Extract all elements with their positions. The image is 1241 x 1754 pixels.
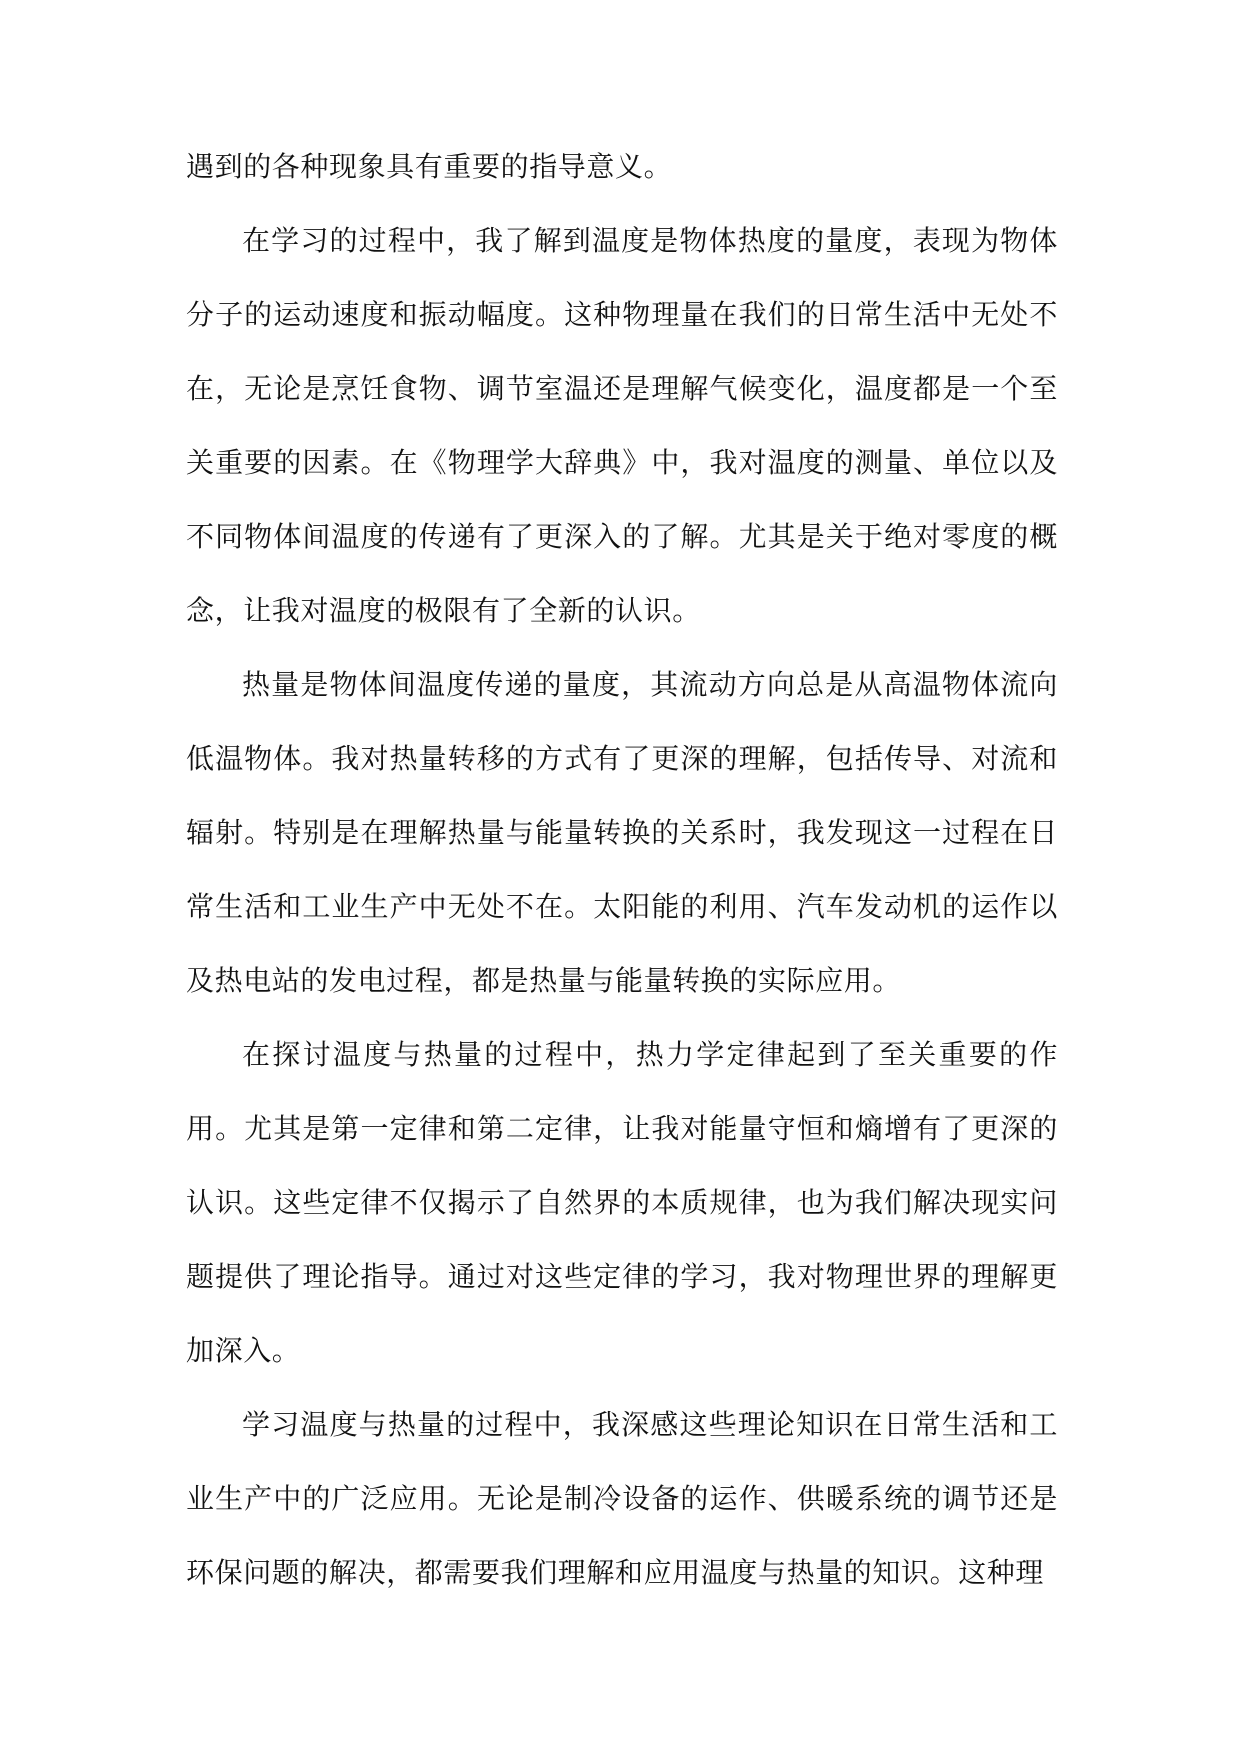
paragraph: 遇到的各种现象具有重要的指导意义。 — [186, 150, 673, 183]
paragraph: 热量是物体间温度传递的量度，其流动方向总是从高温物体流向低温物体。我对热量转移的方式有了更深的理解，包括传导、对流和辐射。特别是在理解热量与能量转换的关系时，我发现这一过程在日常生活和工业生产中无处不在。太阳能的利用、汽车发动机的运作以及热电站的发电过程，都是热量与能量转换的实际应用。 — [186, 668, 1058, 997]
paragraph: 在探讨温度与热量的过程中，热力学定律起到了至关重要的作用。尤其是第一定律和第二定律，让我对能量守恒和熵增有了更深的认识。这些定律不仅揭示了自然界的本质规律，也为我们解决现实问题提供了理论指导。通过对这些定律的学习，我对物理世界的理解更加深入。 — [186, 1038, 1058, 1367]
paragraph: 在学习的过程中，我了解到温度是物体热度的量度，表现为物体分子的运动速度和振动幅度。这种物理量在我们的日常生活中无处不在，无论是烹饪食物、调节室温还是理解气候变化，温度都是一个至关重要的因素。在《物理学大辞典》中，我对温度的测量、单位以及不同物体间温度的传递有了更深入的了解。尤其是关于绝对零度的概念，让我对温度的极限有了全新的认识。 — [186, 224, 1058, 627]
document-page — [186, 130, 1058, 1610]
paragraph: 学习温度与热量的过程中，我深感这些理论知识在日常生活和工业生产中的广泛应用。无论是制冷设备的运作、供暖系统的调节还是环保问题的解决，都需要我们理解和应用温度与热量的知识。这种理 — [186, 1408, 1058, 1589]
